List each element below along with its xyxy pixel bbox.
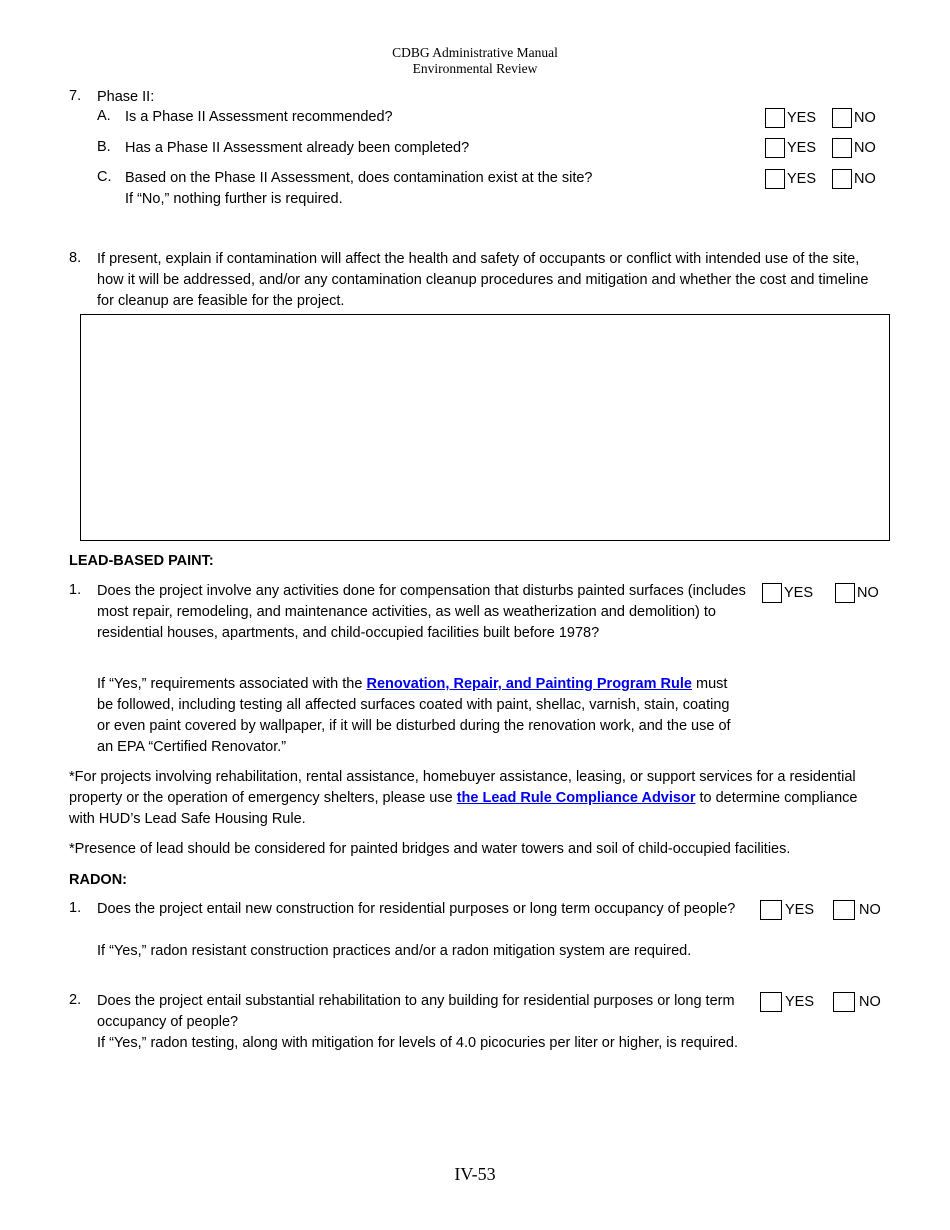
rrp-rule-link[interactable]: Renovation, Repair, and Painting Program Rule [366,676,692,692]
section-7a-letter: A. [97,108,111,124]
radon-q1-question: Does the project entail new construction for residential purposes or long term occupancy of people? [97,901,736,917]
no-label: NO [854,110,876,126]
phase2-completed-yes-checkbox[interactable] [765,138,785,158]
lead-q1-number: 1. [69,582,82,598]
lead-q1-note-end: must be followed, including testing all affected surfaces coated with paint, shellac, varnish, stain, coating or even paint covered by wallpaper, if it will be disturbed during the renovation work, and the use of an EPA “Certified Renovator.” [97,676,731,755]
radon-q2-checkboxes [760,992,881,1012]
phase2-recommended-yes-checkbox[interactable] [765,108,785,128]
section-8-text: If present, explain if contamination will affect the health and safety of occupants or conflict with intended use of the site, how it will be addressed, and/or any contamination cleanup procedures and mitigation and whether the cost and timeline for cleanup are feasible for the project. [97,251,869,309]
lead-note-2: *Presence of lead should be considered for painted bridges and water towers and soil of child-occupied facilities. [69,841,791,857]
no-label: NO [854,140,876,156]
contamination-exists-no-checkbox[interactable] [832,169,852,189]
section-8-number: 8. [69,250,82,266]
section-7b-question: Has a Phase II Assessment already been completed? [125,140,470,156]
contamination-exists-checkboxes [765,169,876,189]
section-7c-question: Based on the Phase II Assessment, does contamination exist at the site? [125,170,593,186]
contamination-explanation-textbox[interactable] [80,314,890,541]
no-label: NO [857,585,879,601]
radon-q2-number: 2. [69,992,82,1008]
header-title: CDBG Administrative Manual [392,45,558,60]
header-subtitle: Environmental Review [412,61,538,76]
yes-label: YES [787,110,817,126]
no-label: NO [859,994,881,1010]
section-7-title: Phase II: [97,89,155,105]
radon-q1-no-checkbox[interactable] [833,900,855,920]
lead-q1-note [97,674,737,758]
page-number: IV-53 [454,1164,496,1184]
radon-q1-checkboxes [760,900,881,920]
yes-label: YES [785,902,815,918]
lead-note-1-end: to determine compliance with HUD’s Lead Safe Housing Rule. [69,790,858,827]
yes-label: YES [787,171,817,187]
radon-q2-yes-checkbox[interactable] [760,992,782,1012]
lead-q1-yes-checkbox[interactable] [762,583,782,603]
radon-q1-number: 1. [69,900,82,916]
lead-q1-no-checkbox[interactable] [835,583,855,603]
yes-label: YES [784,585,814,601]
radon-heading: RADON: [69,872,127,888]
radon-q2-no-checkbox[interactable] [833,992,855,1012]
lead-q1-checkboxes [762,583,879,603]
lead-q1-note-start: If “Yes,” requirements associated with the [97,676,367,692]
section-7c-note: If “No,” nothing further is required. [125,191,343,207]
no-label: NO [859,902,881,918]
section-7-number: 7. [69,88,82,104]
phase2-completed-checkboxes [765,138,876,158]
section-7c-letter: C. [97,169,112,185]
lead-note-1 [69,767,884,830]
radon-q1-yes-checkbox[interactable] [760,900,782,920]
yes-label: YES [787,140,817,156]
phase2-recommended-checkboxes [765,108,876,128]
phase2-completed-no-checkbox[interactable] [832,138,852,158]
yes-label: YES [785,994,815,1010]
no-label: NO [854,171,876,187]
radon-q2-note: If “Yes,” radon testing, along with mitigation for levels of 4.0 picocuries per liter or higher, is required. [97,1035,739,1051]
section-7a-question: Is a Phase II Assessment recommended? [125,109,393,125]
lead-note-1-start: *For projects involving rehabilitation, rental assistance, homebuyer assistance, leasing, or support services for a residential property or the operation of emergency shelters, please use [69,769,856,806]
section-7b-letter: B. [97,139,111,155]
lead-q1-question: Does the project involve any activities done for compensation that disturbs painted surfaces (includes most repair, remodeling, and maintenance activities, as well as weatherization and demolition) to residential houses, apartments, and child-occupied facilities built before 1978? [97,583,746,641]
radon-q1-note: If “Yes,” radon resistant construction practices and/or a radon mitigation system are required. [97,943,692,959]
phase2-recommended-no-checkbox[interactable] [832,108,852,128]
lead-paint-heading: LEAD-BASED PAINT: [69,553,214,569]
contamination-exists-yes-checkbox[interactable] [765,169,785,189]
radon-q2-question: Does the project entail substantial rehabilitation to any building for residential purposes or long term occupancy of people? [97,993,735,1030]
lead-rule-advisor-link[interactable]: the Lead Rule Compliance Advisor [456,790,696,806]
